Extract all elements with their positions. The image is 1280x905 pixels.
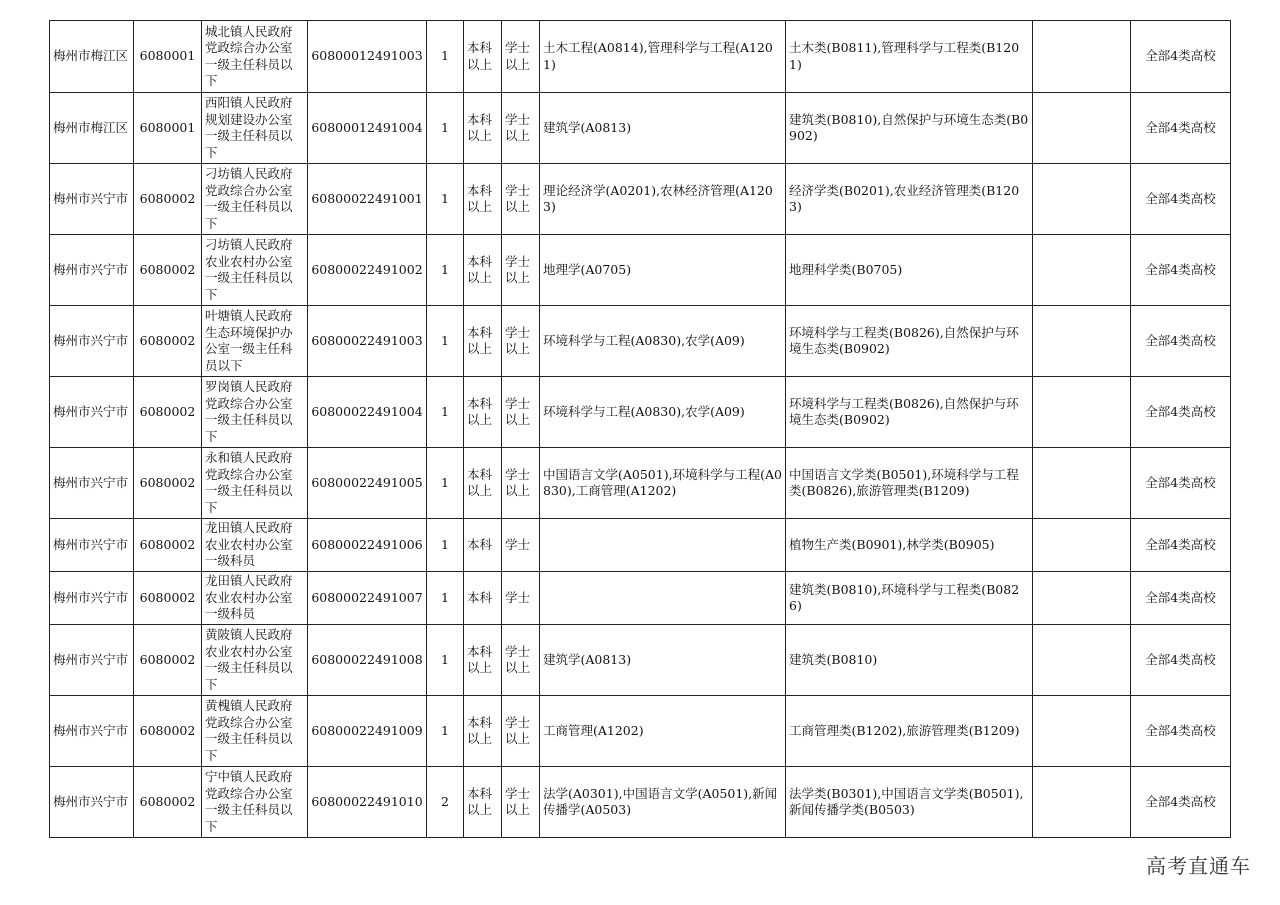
school-cell: 全部4类高校 [1131, 164, 1231, 235]
degree-cell: 学士 [502, 572, 540, 625]
school-cell: 全部4类高校 [1131, 625, 1231, 696]
degree-cell: 学士以上 [502, 93, 540, 164]
school-cell: 全部4类高校 [1131, 21, 1231, 93]
extra-cell [1033, 767, 1131, 838]
education-cell: 本科以上 [464, 93, 502, 164]
code-cell: 6080002 [134, 235, 202, 306]
code-cell: 6080001 [134, 93, 202, 164]
school-cell: 全部4类高校 [1131, 306, 1231, 377]
code-cell: 6080002 [134, 767, 202, 838]
undergrad-major-cell: 环境科学与工程(A0830),农学(A09) [540, 306, 786, 377]
table-row [50, 572, 1231, 625]
post-code-cell: 60800022491004 [308, 377, 427, 448]
region-cell: 梅州市兴宁市 [50, 377, 134, 448]
region-cell: 梅州市兴宁市 [50, 164, 134, 235]
post-code-cell: 60800022491005 [308, 448, 427, 519]
school-cell: 全部4类高校 [1131, 572, 1231, 625]
extra-cell [1033, 164, 1131, 235]
degree-cell: 学士以上 [502, 767, 540, 838]
specialty-major-cell: 土木类(B0811),管理科学与工程类(B1201) [786, 21, 1033, 93]
code-cell: 6080002 [134, 519, 202, 572]
table-row [50, 21, 1231, 93]
region-cell: 梅州市兴宁市 [50, 448, 134, 519]
table-row [50, 519, 1231, 572]
headcount-cell: 1 [427, 448, 464, 519]
specialty-major-cell: 植物生产类(B0901),林学类(B0905) [786, 519, 1033, 572]
degree-cell: 学士以上 [502, 21, 540, 93]
unit-cell: 西阳镇人民政府规划建设办公室一级主任科员以下 [202, 93, 308, 164]
table-row [50, 448, 1231, 519]
table-row [50, 235, 1231, 306]
headcount-cell: 2 [427, 767, 464, 838]
education-cell: 本科 [464, 572, 502, 625]
degree-cell: 学士以上 [502, 235, 540, 306]
unit-cell: 宁中镇人民政府党政综合办公室一级主任科员以下 [202, 767, 308, 838]
table-row [50, 696, 1231, 767]
headcount-cell: 1 [427, 306, 464, 377]
table-row [50, 164, 1231, 235]
headcount-cell: 1 [427, 164, 464, 235]
recruitment-table [49, 20, 1231, 838]
school-cell: 全部4类高校 [1131, 235, 1231, 306]
code-cell: 6080002 [134, 572, 202, 625]
table-row [50, 93, 1231, 164]
headcount-cell: 1 [427, 696, 464, 767]
unit-cell: 龙田镇人民政府农业农村办公室一级科员 [202, 519, 308, 572]
post-code-cell: 60800012491004 [308, 93, 427, 164]
region-cell: 梅州市兴宁市 [50, 625, 134, 696]
unit-cell: 罗岗镇人民政府党政综合办公室一级主任科员以下 [202, 377, 308, 448]
school-cell: 全部4类高校 [1131, 448, 1231, 519]
headcount-cell: 1 [427, 93, 464, 164]
post-code-cell: 60800022491001 [308, 164, 427, 235]
headcount-cell: 1 [427, 572, 464, 625]
undergrad-major-cell: 土木工程(A0814),管理科学与工程(A1201) [540, 21, 786, 93]
region-cell: 梅州市梅江区 [50, 93, 134, 164]
region-cell: 梅州市兴宁市 [50, 306, 134, 377]
degree-cell: 学士以上 [502, 696, 540, 767]
headcount-cell: 1 [427, 377, 464, 448]
specialty-major-cell: 地理科学类(B0705) [786, 235, 1033, 306]
unit-cell: 黄槐镇人民政府党政综合办公室一级主任科员以下 [202, 696, 308, 767]
education-cell: 本科以上 [464, 625, 502, 696]
education-cell: 本科以上 [464, 306, 502, 377]
table-row [50, 625, 1231, 696]
specialty-major-cell: 建筑类(B0810),自然保护与环境生态类(B0902) [786, 93, 1033, 164]
degree-cell: 学士以上 [502, 164, 540, 235]
degree-cell: 学士以上 [502, 306, 540, 377]
education-cell: 本科以上 [464, 377, 502, 448]
post-code-cell: 60800022491003 [308, 306, 427, 377]
extra-cell [1033, 377, 1131, 448]
post-code-cell: 60800022491009 [308, 696, 427, 767]
headcount-cell: 1 [427, 21, 464, 93]
undergrad-major-cell: 工商管理(A1202) [540, 696, 786, 767]
education-cell: 本科以上 [464, 164, 502, 235]
undergrad-major-cell: 理论经济学(A0201),农林经济管理(A1203) [540, 164, 786, 235]
headcount-cell: 1 [427, 625, 464, 696]
school-cell: 全部4类高校 [1131, 696, 1231, 767]
undergrad-major-cell: 环境科学与工程(A0830),农学(A09) [540, 377, 786, 448]
table-body [50, 21, 1231, 838]
post-code-cell: 60800022491007 [308, 572, 427, 625]
undergrad-major-cell [540, 572, 786, 625]
specialty-major-cell: 法学类(B0301),中国语言文学类(B0501),新闻传播学类(B0503) [786, 767, 1033, 838]
post-code-cell: 60800022491006 [308, 519, 427, 572]
watermark: 高考直通车 [1146, 854, 1251, 878]
education-cell: 本科以上 [464, 696, 502, 767]
region-cell: 梅州市兴宁市 [50, 519, 134, 572]
region-cell: 梅州市兴宁市 [50, 235, 134, 306]
unit-cell: 刁坊镇人民政府党政综合办公室一级主任科员以下 [202, 164, 308, 235]
education-cell: 本科以上 [464, 21, 502, 93]
unit-cell: 叶塘镇人民政府生态环境保护办公室一级主任科员以下 [202, 306, 308, 377]
undergrad-major-cell: 地理学(A0705) [540, 235, 786, 306]
undergrad-major-cell: 中国语言文学(A0501),环境科学与工程(A0830),工商管理(A1202) [540, 448, 786, 519]
code-cell: 6080002 [134, 625, 202, 696]
post-code-cell: 60800022491002 [308, 235, 427, 306]
school-cell: 全部4类高校 [1131, 767, 1231, 838]
code-cell: 6080002 [134, 306, 202, 377]
degree-cell: 学士以上 [502, 625, 540, 696]
table-row [50, 767, 1231, 838]
degree-cell: 学士以上 [502, 377, 540, 448]
undergrad-major-cell: 法学(A0301),中国语言文学(A0501),新闻传播学(A0503) [540, 767, 786, 838]
education-cell: 本科以上 [464, 448, 502, 519]
code-cell: 6080002 [134, 448, 202, 519]
extra-cell [1033, 572, 1131, 625]
code-cell: 6080001 [134, 21, 202, 93]
headcount-cell: 1 [427, 235, 464, 306]
unit-cell: 城北镇人民政府党政综合办公室一级主任科员以下 [202, 21, 308, 93]
specialty-major-cell: 经济学类(B0201),农业经济管理类(B1203) [786, 164, 1033, 235]
degree-cell: 学士 [502, 519, 540, 572]
education-cell: 本科 [464, 519, 502, 572]
degree-cell: 学士以上 [502, 448, 540, 519]
education-cell: 本科以上 [464, 235, 502, 306]
extra-cell [1033, 696, 1131, 767]
school-cell: 全部4类高校 [1131, 93, 1231, 164]
specialty-major-cell: 环境科学与工程类(B0826),自然保护与环境生态类(B0902) [786, 377, 1033, 448]
region-cell: 梅州市兴宁市 [50, 767, 134, 838]
unit-cell: 永和镇人民政府党政综合办公室一级主任科员以下 [202, 448, 308, 519]
code-cell: 6080002 [134, 696, 202, 767]
undergrad-major-cell [540, 519, 786, 572]
extra-cell [1033, 306, 1131, 377]
post-code-cell: 60800012491003 [308, 21, 427, 93]
specialty-major-cell: 工商管理类(B1202),旅游管理类(B1209) [786, 696, 1033, 767]
region-cell: 梅州市兴宁市 [50, 572, 134, 625]
school-cell: 全部4类高校 [1131, 519, 1231, 572]
extra-cell [1033, 93, 1131, 164]
region-cell: 梅州市梅江区 [50, 21, 134, 93]
unit-cell: 龙田镇人民政府农业农村办公室一级科员 [202, 572, 308, 625]
extra-cell [1033, 519, 1131, 572]
extra-cell [1033, 235, 1131, 306]
post-code-cell: 60800022491010 [308, 767, 427, 838]
extra-cell [1033, 625, 1131, 696]
specialty-major-cell: 中国语言文学类(B0501),环境科学与工程类(B0826),旅游管理类(B1209) [786, 448, 1033, 519]
table-row [50, 377, 1231, 448]
specialty-major-cell: 建筑类(B0810) [786, 625, 1033, 696]
undergrad-major-cell: 建筑学(A0813) [540, 625, 786, 696]
unit-cell: 黄陂镇人民政府农业农村办公室一级主任科员以下 [202, 625, 308, 696]
school-cell: 全部4类高校 [1131, 377, 1231, 448]
education-cell: 本科以上 [464, 767, 502, 838]
unit-cell: 刁坊镇人民政府农业农村办公室一级主任科员以下 [202, 235, 308, 306]
headcount-cell: 1 [427, 519, 464, 572]
code-cell: 6080002 [134, 164, 202, 235]
specialty-major-cell: 环境科学与工程类(B0826),自然保护与环境生态类(B0902) [786, 306, 1033, 377]
region-cell: 梅州市兴宁市 [50, 696, 134, 767]
code-cell: 6080002 [134, 377, 202, 448]
specialty-major-cell: 建筑类(B0810),环境科学与工程类(B0826) [786, 572, 1033, 625]
extra-cell [1033, 21, 1131, 93]
table-row [50, 306, 1231, 377]
post-code-cell: 60800022491008 [308, 625, 427, 696]
extra-cell [1033, 448, 1131, 519]
undergrad-major-cell: 建筑学(A0813) [540, 93, 786, 164]
